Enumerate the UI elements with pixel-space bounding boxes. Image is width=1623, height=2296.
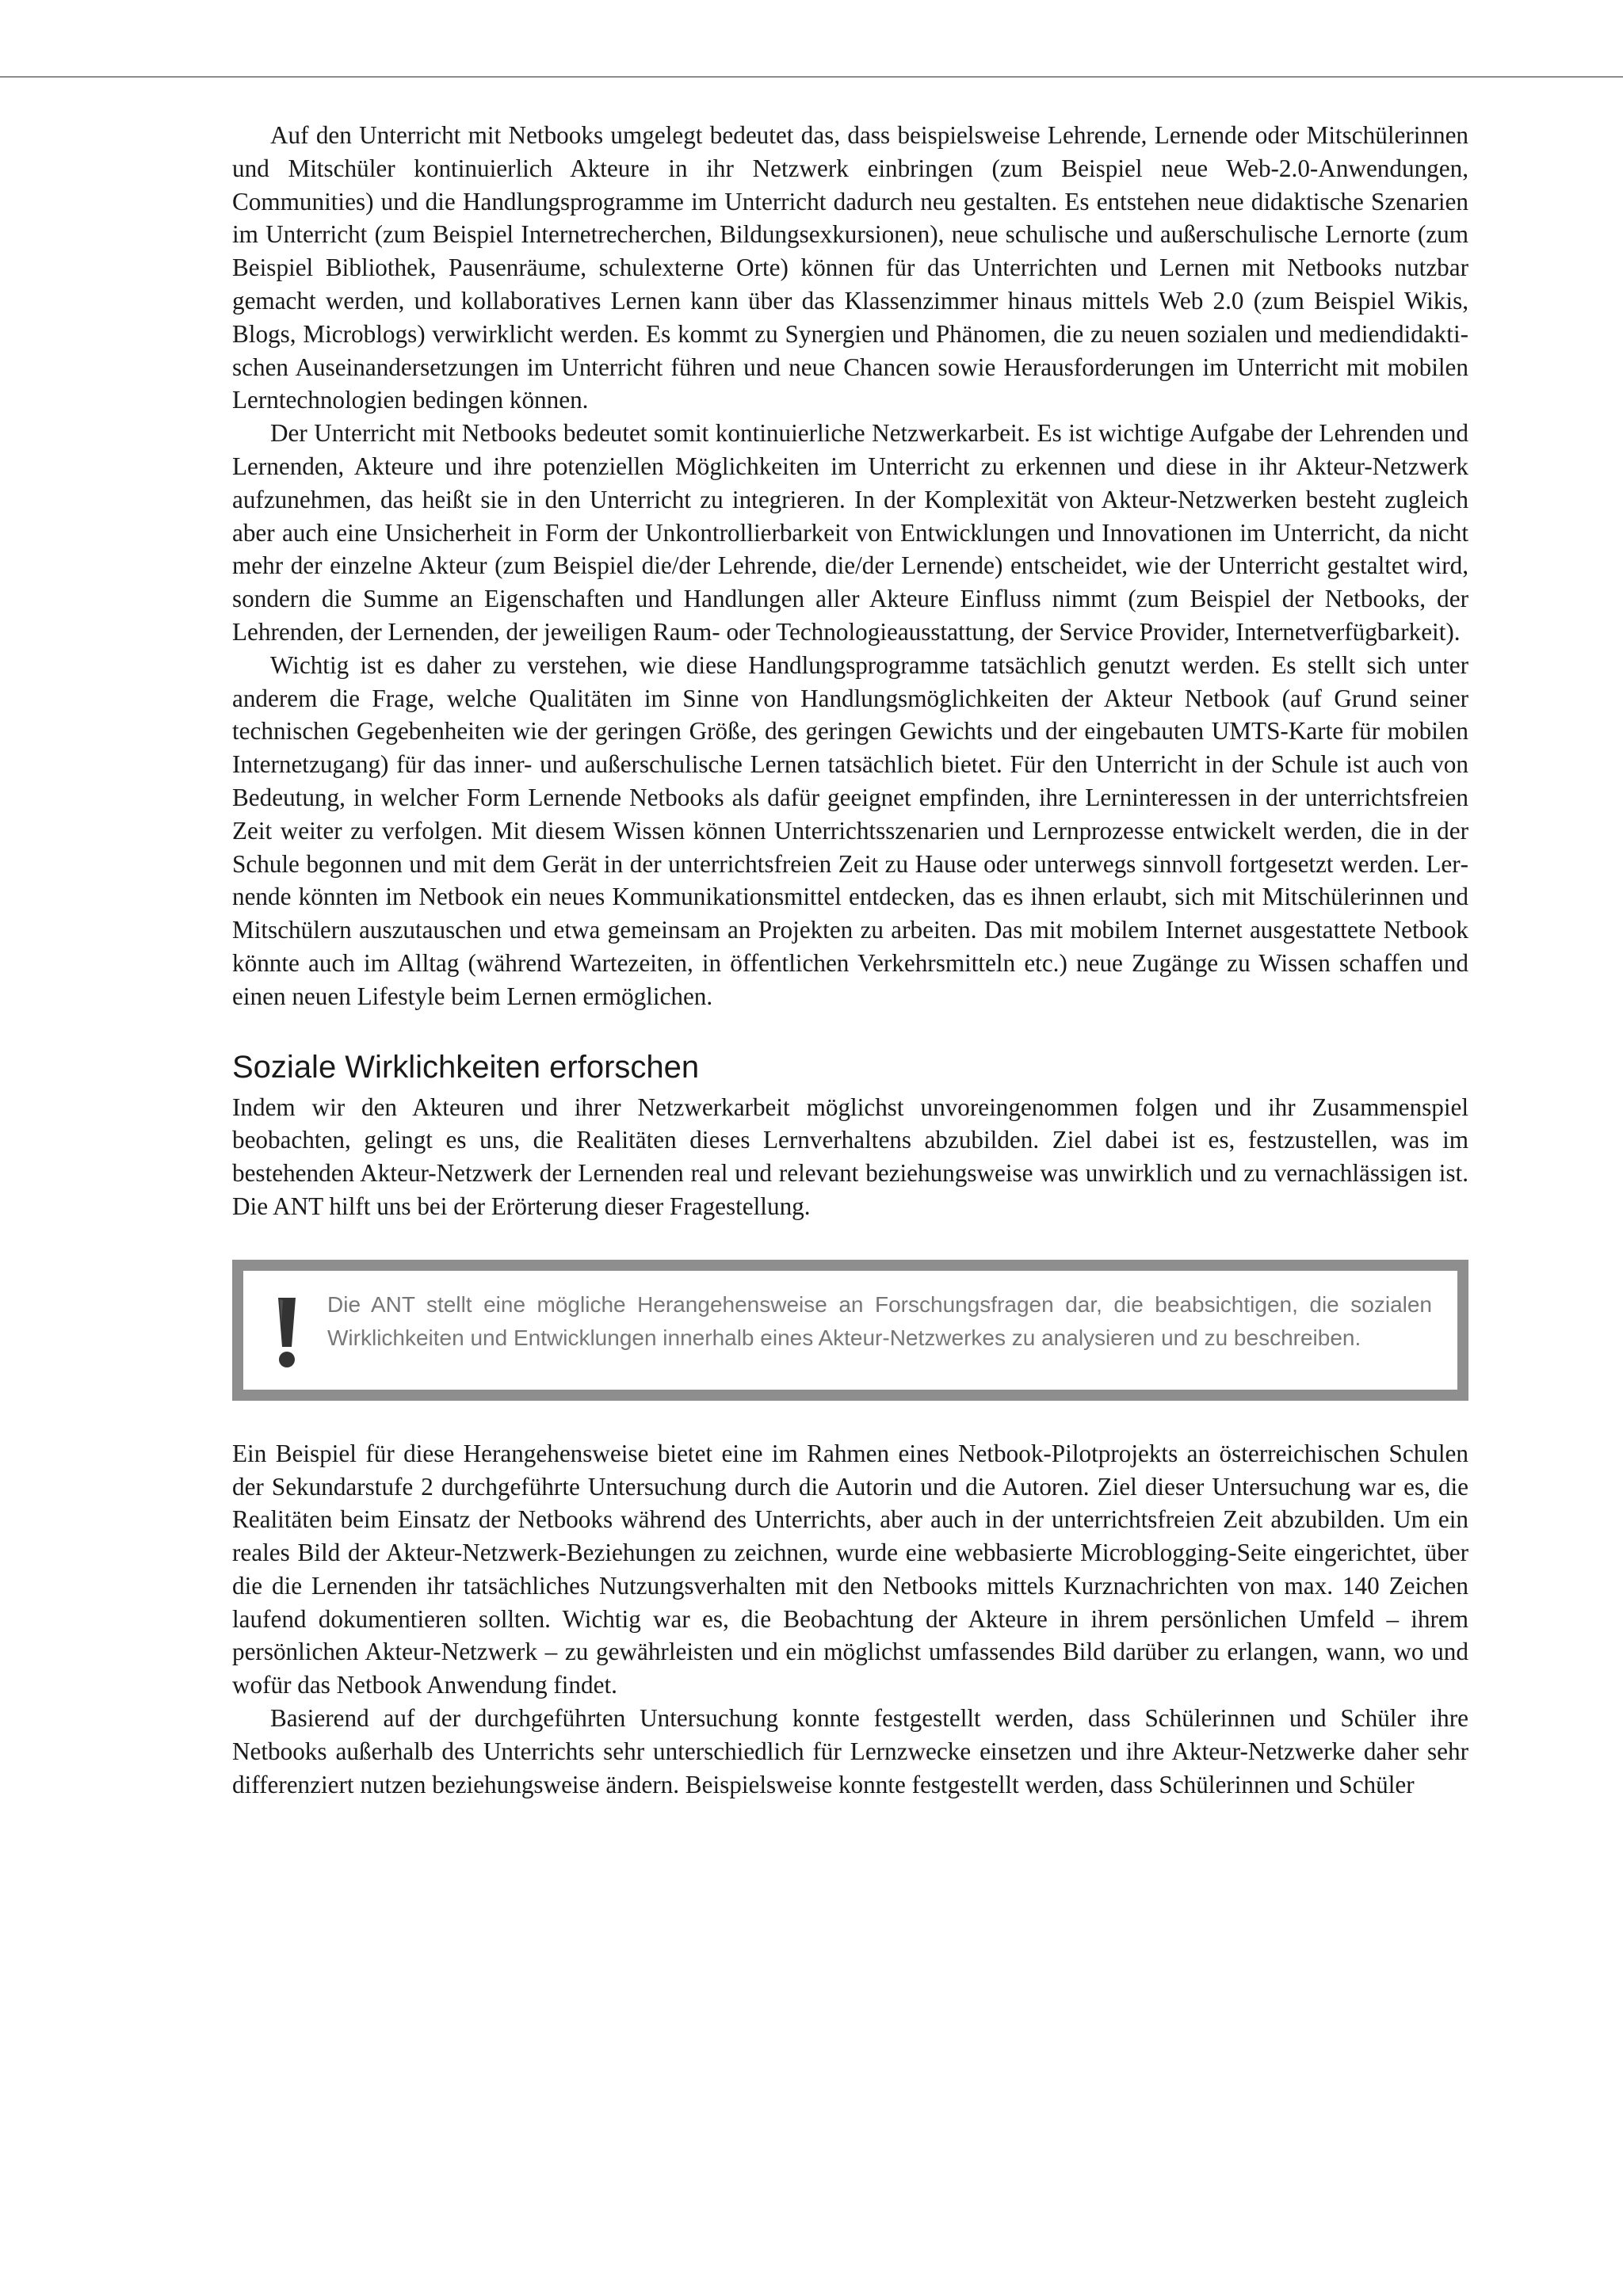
page-body [232,119,1468,1801]
header-rule [0,76,1623,78]
callout-box [232,1260,1468,1401]
section-intro-paragraph: Indem wir den Akteuren und ihrer Netzwerkarbeit möglichst unvoreingenommen folgen und ihr Zusammenspiel beobachten, gelingt es uns, die Realitäten dieses Lernverhaltens abzubilden. Ziel dabei ist es, festzustellen, was im bestehenden Akteur-Netzwerk der Lernenden real und relevant beziehungsweise was unwirklich und zu vernachlässigen ist. Die ANT hilft uns bei der Erörterung dieser Fragestellung. [232,1093,1468,1220]
body-paragraph: Der Unterricht mit Netbooks bedeutet somit kontinuierliche Netzwerkarbeit. Es ist wichtige Aufgabe der Lehrenden und Lernenden, Akteure und ihre potenziellen Möglichkeiten im Unterricht zu erkennen und diese in ihr Akteur-Netzwerk aufzunehmen, das heißt sie in den Unterricht zu integrieren. In der Komplexität von Akteur-Netzwerken besteht zugleich aber auch eine Unsicherheit in Form der Unkontrollierbarkeit von Entwicklungen und Innovationen im Unterricht, da nicht mehr der einzelne Akteur (zum Beispiel die/der Lehrende, die/der Lernende) entscheidet, wie der Unterricht gestaltet wird, sondern die Summe an Eigenschaften und Handlungen aller Akteure Einfluss nimmt (zum Beispiel der Netbooks, der Lehrenden, der Lernenden, der jeweiligen Raum- oder Technologieausstattung, der Service Provider, Internetverfügbarkeit). [232,419,1468,646]
body-paragraph: Wichtig ist es daher zu verstehen, wie diese Handlungsprogramme tatsächlich genutzt werden. Es stellt sich unter anderem die Frage, welche Qualitäten im Sinne von Handlungsmöglichkeiten der Akteur Netbook (auf Grund seiner technischen Gegebenheiten wie der geringen Größe, des geringen Gewichts und der eingebauten UMTS-Karte für mobilen Internetzugang) für das inner- und außerschulische Lernen tatsächlich bietet. Für den Unterricht in der Schule ist auch von Bedeutung, in welcher Form Lernende Netbooks als dafür geeignet empfinden, ihre Lerninteressen in der unterrichtsfreien Zeit weiter zu verfolgen. Mit diesem Wissen können Unterrichtsszenarien und Lernprozesse entwickelt werden, die in der Schule begonnen und mit dem Gerät in der unterrichtsfreien Zeit zu Hause oder unterwegs sinnvoll fortgesetzt werden. Lernende könnten im Netbook ein neues Kommunikationsmittel entdecken, das es ihnen erlaubt, sich mit Mitschülerinnen und Mitschülern auszutauschen und etwa gemeinsam an Projekten zu arbeiten. Das mit mobilem Internet ausgestattete Netbook könnte auch im Alltag (während Wartezeiten, in öffentlichen Verkehrsmitteln etc.) neue Zugänge zu Wissen schaffen und einen neuen Lifestyle beim Lernen ermöglichen. [232,650,1468,1010]
body-paragraph: Basierend auf der durchgeführten Untersuchung konnte festgestellt werden, dass Schülerinnen und Schüler ihre Netbooks außerhalb des Unterrichts sehr unterschiedlich für Lernzwecke einsetzen und ihre Akteur-Netzwerke daher sehr differenziert nutzen beziehungsweise ändern. Beispielsweise konnte festgestellt werden, dass Schülerinnen und Schüler [232,1704,1468,1798]
body-paragraph: Auf den Unterricht mit Netbooks umgelegt bedeutet das, dass beispielsweise Lehrende, Lernende oder Mitschülerinnen und Mitschüler kontinuierlich Akteure in ihr Netzwerk einbringen (zum Beispiel neue Web-2.0-Anwendungen, Communities) und die Handlungsprogramme im Unterricht dadurch neu gestalten. Es entstehen neue didaktische Szenarien im Unterricht (zum Beispiel Internetrecherchen, Bildungsexkursionen), neue schulische und außerschulische Lernorte (zum Beispiel Bibliothek, Pausenräume, schulexterne Orte) können für das Unterrichten und Lernen mit Netbooks nutzbar gemacht werden, und kollaboratives Lernen kann über das Klassenzimmer hinaus mittels Web 2.0 (zum Beispiel Wikis, Blogs, Microblogs) verwirklicht werden. Es kommt zu Synergien und Phänomen, die zu neuen sozialen und mediendidaktischen Auseinandersetzungen im Unterricht führen und neue Chancen sowie Herausforderungen im Unterricht mit mobilen Lerntechnologien bedingen können. [232,121,1468,414]
exclamation-icon [264,1293,311,1372]
callout-text: Die ANT stellt eine mögliche Herangehensweise an Forschungsfragen dar, die beabsichtigen, die sozialen Wirklichkeiten und Entwicklungen innerhalb eines Akteur-Netzwerkes zu analysieren und zu beschreiben. [327,1291,1432,1350]
body-paragraph: Ein Beispiel für diese Herangehensweise bietet eine im Rahmen eines Netbook-Pilotprojekts an österreichischen Schulen der Sekundarstufe 2 durchgeführte Untersuchung durch die Autorin und die Autoren. Ziel dieser Untersuchung war es, die Realitäten beim Einsatz der Netbooks während des Unterrichts, aber auch in der unterrichtsfreien Zeit abzubilden. Um ein reales Bild der Akteur-Netzwerk-Beziehungen zu zeichnen, wurde eine webbasierte Microblogging-Seite eingerichtet, über die die Lernenden ihr tatsächliches Nutzungsverhalten mit den Netbooks mittels Kurznachrichten von max. 140 Zeichen laufend dokumentieren sollten. Wichtig war es, die Beobachtung der Akteure in ihrem persönlichen Umfeld – ihrem persönlichen Akteur-Netzwerk – zu gewährleisten und ein möglichst umfassendes Bild darüber zu erlangen, wann, wo und wofür das Netbook Anwendung findet. [232,1439,1468,1699]
section-heading: Soziale Wirklichkeiten erforschen [232,1049,700,1085]
